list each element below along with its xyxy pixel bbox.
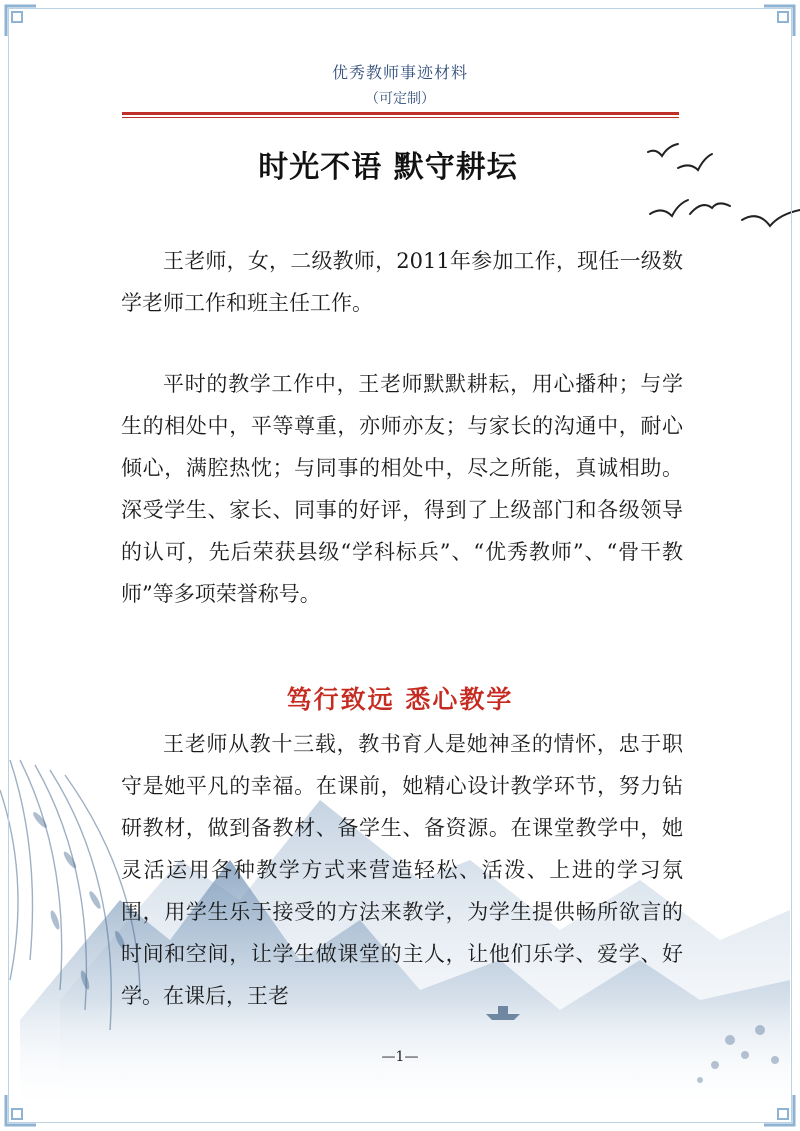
header-divider-thin <box>122 117 679 118</box>
corner-ornament-icon <box>762 4 796 38</box>
paragraph-section: 王老师从教十三载，教书育人是她神圣的情怀，忠于职守是她平凡的幸福。在课前，她精心设计教学环节，努力钻研教材，做到备教材、备学生、备资源。在课堂教学中，她灵活运用各种教学方式来营造轻松、活泼、上进的学习氛围，用学生乐于接受的方法来教学，为学生提供畅所欲言的时间和空间，让学生做课堂的主人，让他们乐学、爱学、好学。在课后，王老 <box>121 732 683 1008</box>
header-title: 优秀教师事迹材料 <box>331 63 468 82</box>
corner-ornament-icon <box>4 4 38 38</box>
document-title: 时光不语 默守耕坛 <box>258 150 518 185</box>
paragraph-summary: 平时的教学工作中，王老师默默耕耘，用心播种；与学生的相处中，平等尊重，亦师亦友；与家长的沟通中，耐心倾心，满腔热忱；与同事的相处中，尽之所能，真诚相助。深受学生、家长、同事的好评，得到了上级部门和各级领导的认可，先后荣获县级“学科标兵”、“优秀教师”、“骨干教师”等多项荣誉称号。 <box>121 372 683 606</box>
paragraph-intro: 王老师，女，二级教师，2011年参加工作，现任一级数学老师工作和班主任工作。 <box>121 249 683 315</box>
section-heading: 笃行致远 悉心教学 <box>286 685 514 714</box>
corner-ornament-icon <box>4 1093 38 1127</box>
page-number: —1— <box>381 1049 419 1065</box>
corner-ornament-icon <box>762 1093 796 1127</box>
header-divider <box>122 112 679 115</box>
header-subtitle: （可定制） <box>365 91 435 107</box>
